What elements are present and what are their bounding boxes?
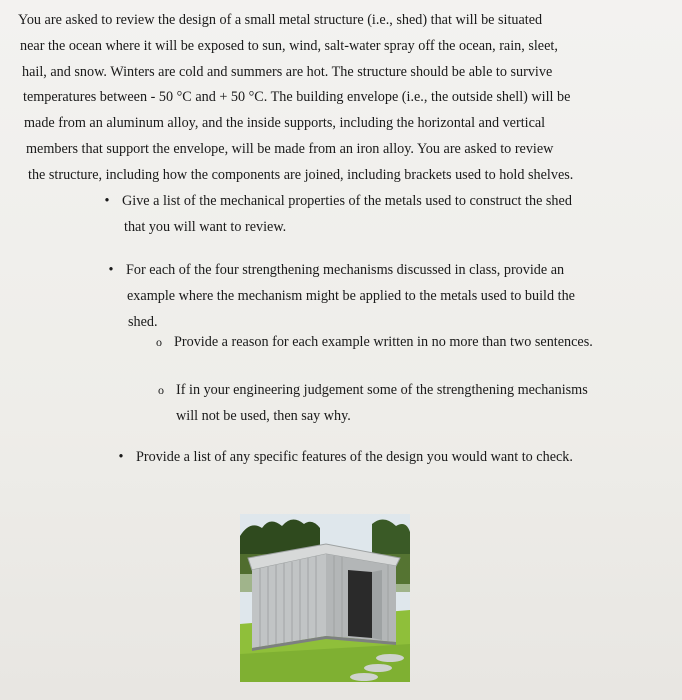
intro-line: members that support the envelope, will be made from an iron alloy. You are asked to review bbox=[26, 140, 554, 157]
intro-paragraph bbox=[18, 8, 618, 189]
bullet-line: For each of the four strengthening mechanisms discussed in class, provide an bbox=[126, 262, 565, 278]
intro-line: made from an aluminum alloy, and the inside supports, including the horizontal and vertical bbox=[24, 115, 546, 132]
intro-line: hail, and snow. Winters are cold and summers are hot. The structure should be able to survive bbox=[22, 63, 553, 80]
shed-door-panel bbox=[372, 570, 382, 640]
sub-bullet-marker: o bbox=[158, 383, 164, 397]
bullet-line: If in your engineering judgement some of the strengthening mechanisms bbox=[176, 382, 588, 398]
bullet-line: Provide a reason for each example written in no more than two sentences. bbox=[174, 334, 593, 350]
bullet-marker: • bbox=[118, 449, 124, 465]
stepping-stone bbox=[364, 664, 392, 672]
intro-line: near the ocean where it will be exposed to sun, wind, salt-water spray off the ocean, rain, sleet, bbox=[20, 37, 558, 54]
bullet-line: will not be used, then say why. bbox=[176, 407, 351, 424]
shed-illustration bbox=[240, 514, 410, 682]
intro-line: the structure, including how the components are joined, including brackets used to hold shelves. bbox=[28, 166, 574, 183]
shed-side-wall bbox=[252, 554, 326, 648]
stepping-stone bbox=[350, 673, 378, 681]
bullet-line: Provide a list of any specific features of the design you would want to check. bbox=[136, 449, 573, 465]
bullet-line: example where the mechanism might be applied to the metals used to build the bbox=[127, 287, 575, 304]
shed-door-opening bbox=[348, 570, 372, 638]
bullet-line: that you will want to review. bbox=[124, 218, 287, 235]
intro-line: You are asked to review the design of a small metal structure (i.e., shed) that will be situated bbox=[18, 12, 543, 28]
sub-bullet-marker: o bbox=[156, 335, 162, 349]
bullet-marker: • bbox=[108, 262, 114, 278]
intro-line: temperatures between - 50 °C and + 50 °C. The building envelope (i.e., the outside shell) will be bbox=[23, 89, 571, 106]
bullet-line: shed. bbox=[128, 313, 158, 330]
bullet-line: Give a list of the mechanical properties of the metals used to construct the shed bbox=[122, 193, 572, 209]
bullet-marker: • bbox=[104, 193, 110, 209]
shed-photo bbox=[240, 514, 410, 682]
stepping-stone bbox=[376, 654, 404, 662]
